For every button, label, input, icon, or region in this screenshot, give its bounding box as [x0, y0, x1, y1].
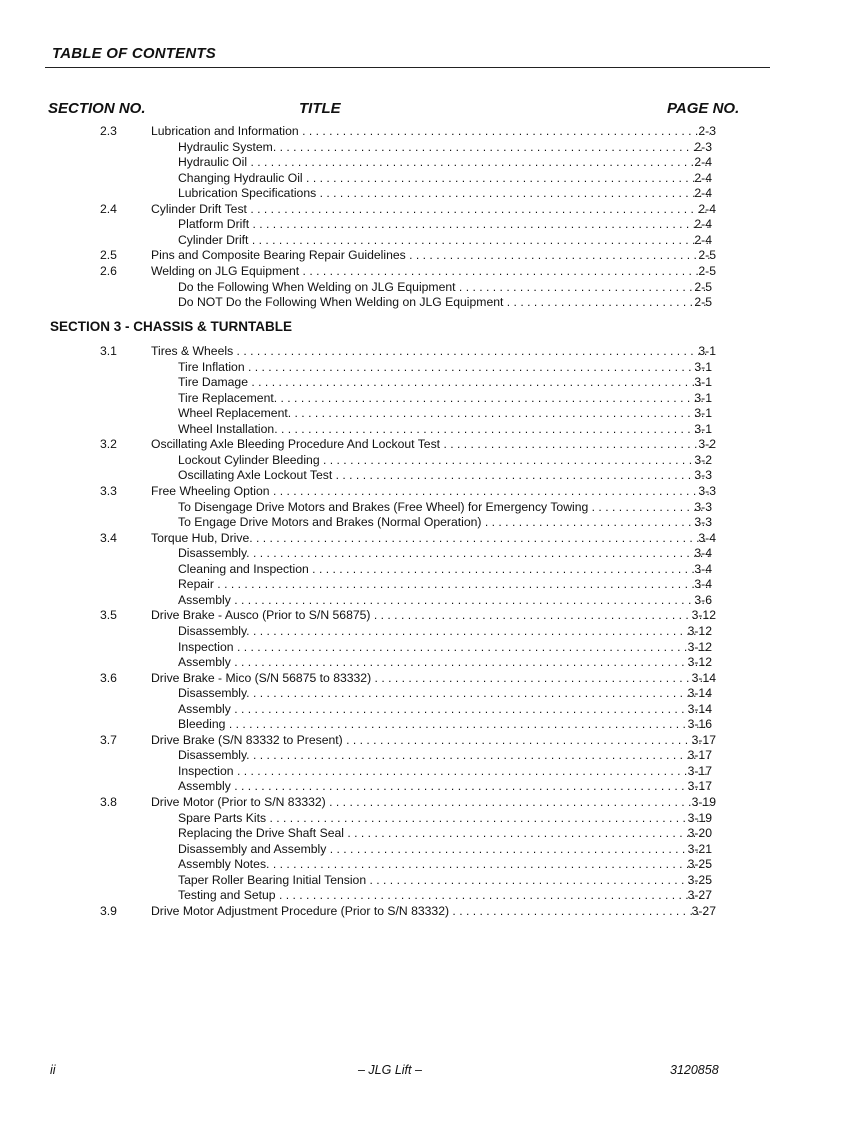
toc-entry-title: Lubrication Specifications [178, 186, 317, 201]
toc-entry-title: Drive Brake - Mico (S/N 56875 to 83332) [151, 670, 372, 685]
toc-entry-title: Oscillating Axle Lockout Test [178, 468, 333, 483]
toc-page-number: 3-25 [687, 857, 712, 872]
footer-page-number: ii [50, 1063, 56, 1077]
toc-leader [151, 733, 710, 748]
toc-page-number: 3-17 [687, 748, 712, 763]
toc-section-number: 3.4 [100, 530, 117, 545]
toc-section-number: 3.9 [100, 903, 117, 918]
toc-page-number: 3-1 [694, 406, 712, 421]
toc-page-number: 3-3 [694, 468, 712, 483]
toc-entry [0, 608, 866, 623]
toc-leader [151, 904, 710, 919]
toc-leader [178, 764, 710, 779]
toc-leader [178, 295, 710, 310]
toc-leader [178, 515, 710, 530]
toc-page-number: 3-3 [698, 484, 716, 498]
toc-entry [0, 437, 866, 452]
toc-page-number: 2-5 [694, 295, 712, 310]
toc-subentry [0, 171, 866, 186]
toc-leader [151, 531, 710, 546]
toc-page-number: 3-12 [687, 623, 712, 638]
toc-leader [178, 468, 710, 483]
toc-leader [151, 124, 710, 139]
toc-entry-title: Tire Damage [178, 375, 248, 390]
toc-page-number: 2-4 [694, 232, 712, 247]
toc-page-number: 2-5 [698, 264, 716, 278]
toc-page-number: 3-1 [694, 390, 712, 405]
toc-leader [178, 873, 710, 888]
toc-subentry [0, 764, 866, 779]
toc-page-number: 3-4 [694, 561, 712, 576]
toc-section-number: 3.7 [100, 732, 117, 747]
toc-leader [151, 202, 710, 217]
toc-leader [151, 795, 710, 810]
toc-leader [178, 811, 710, 826]
toc-leader [178, 842, 710, 857]
toc-leader [151, 248, 710, 263]
toc-entry-title: Platform Drift [178, 217, 250, 232]
toc-entry-title: Drive Motor Adjustment Procedure (Prior to S/N 83332) [151, 903, 450, 918]
toc-subentry [0, 295, 866, 310]
toc-entry-title: To Engage Drive Motors and Brakes (Normal Operation) [178, 515, 482, 529]
toc-leader [151, 671, 710, 686]
toc-leader [178, 857, 710, 872]
toc-leader [178, 702, 710, 717]
toc-subentry [0, 826, 866, 841]
toc-leader [178, 826, 710, 841]
toc-page-number: 3-4 [694, 577, 712, 592]
toc-subentry [0, 888, 866, 903]
toc-entry-title: Tires & Wheels [151, 344, 234, 358]
column-header-section: SECTION NO. [48, 100, 146, 117]
toc-leader [178, 593, 710, 608]
toc-entry-title: Assembly Notes. [178, 857, 270, 872]
toc-page-number: 3-3 [694, 515, 712, 529]
toc-entry-title: Disassembly. [178, 686, 250, 701]
toc-section-number: 3.6 [100, 670, 117, 685]
toc-leader [178, 422, 710, 437]
toc-entry-title: Assembly [178, 701, 231, 716]
section-3-heading: SECTION 3 - CHASSIS & TURNTABLE [50, 319, 293, 334]
page-title: TABLE OF CONTENTS [52, 45, 216, 62]
toc-entry [0, 344, 866, 359]
footer-doc-id: 3120858 [670, 1063, 719, 1077]
toc-leader [178, 391, 710, 406]
toc-entry-title: Oscillating Axle Bleeding Procedure And Lockout Test [151, 437, 441, 452]
toc-entry [0, 795, 866, 810]
toc-subentry [0, 857, 866, 872]
toc-leader [178, 888, 710, 903]
toc-leader [178, 717, 710, 732]
toc-entry-title: Disassembly. [178, 623, 250, 638]
toc-entry-title: Drive Motor (Prior to S/N 83332) [151, 795, 326, 809]
toc-subentry [0, 779, 866, 794]
toc-subentry [0, 577, 866, 592]
toc-page-number: 3-17 [687, 763, 712, 778]
toc-page-number: 2-4 [698, 201, 716, 216]
toc-subentry [0, 748, 866, 763]
toc-leader [178, 360, 710, 375]
toc-entry-title: Drive Brake - Ausco (Prior to S/N 56875) [151, 608, 371, 623]
toc-page-number: 3-14 [687, 686, 712, 701]
toc-entry-title: Taper Roller Bearing Initial Tension [178, 872, 367, 887]
toc-entry-title: Disassembly and Assembly [178, 841, 327, 856]
toc-page-number: 3-25 [687, 872, 712, 887]
toc-subentry [0, 500, 866, 515]
toc-entry [0, 248, 866, 263]
toc-subentry [0, 360, 866, 375]
toc-section-number: 3.5 [100, 608, 117, 623]
toc-page-number: 2-4 [694, 170, 712, 185]
toc-page-number: 3-12 [687, 655, 712, 669]
toc-leader [178, 375, 710, 390]
toc-page-number: 3-4 [694, 546, 712, 561]
toc-entry-title: Welding on JLG Equipment [151, 264, 300, 278]
toc-leader [151, 264, 710, 279]
toc-subentry [0, 686, 866, 701]
toc-page-number: 3-3 [694, 499, 712, 514]
toc-page-number: 3-16 [687, 717, 712, 732]
toc-entry-title: Cylinder Drift [178, 232, 249, 247]
toc-page-number: 2-3 [694, 139, 712, 154]
toc-page-number: 3-17 [687, 779, 712, 794]
toc-leader [178, 500, 710, 515]
toc-entry-title: Assembly [178, 592, 231, 607]
toc-leader [178, 140, 710, 155]
toc-entry-title: Spare Parts Kits [178, 810, 267, 825]
toc-page-number: 3-19 [687, 810, 712, 825]
toc-leader [178, 546, 710, 561]
toc-entry [0, 202, 866, 217]
toc-entry-title: Disassembly. [178, 546, 250, 561]
toc-entry [0, 904, 866, 919]
toc-subentry [0, 140, 866, 155]
toc-page-number: 3-12 [691, 608, 716, 623]
column-header-title: TITLE [299, 100, 341, 117]
toc-page-number: 3-19 [691, 795, 716, 809]
toc-entry-title: Bleeding [178, 717, 226, 732]
toc-section-number: 3.2 [100, 437, 117, 452]
column-header-page: PAGE NO. [667, 100, 740, 117]
toc-page-number: 3-1 [694, 359, 712, 374]
toc-leader [178, 686, 710, 701]
toc-leader [151, 608, 710, 623]
toc-leader [178, 640, 710, 655]
toc-entry-title: Do NOT Do the Following When Welding on JLG Equipment [178, 295, 504, 310]
toc-page-number: 3-14 [687, 701, 712, 716]
toc-subentry [0, 217, 866, 232]
toc-entry-title: Lockout Cylinder Bleeding [178, 452, 320, 467]
toc-section-number: 2.4 [100, 201, 117, 216]
toc-entry-title: Free Wheeling Option [151, 484, 270, 498]
toc-subentry [0, 453, 866, 468]
toc-leader [178, 577, 710, 592]
toc-page-number: 3-20 [687, 826, 712, 840]
toc-leader [178, 655, 710, 670]
toc-entry-title: Tire Replacement. [178, 390, 278, 405]
toc-subentry [0, 422, 866, 437]
toc-page-number: 3-2 [698, 437, 716, 452]
toc-entry-title: To Disengage Drive Motors and Brakes (Free Wheel) for Emergency Towing [178, 499, 589, 514]
toc-leader [178, 624, 710, 639]
toc-entry-title: Cleaning and Inspection [178, 561, 309, 576]
toc-entry-title: Assembly [178, 779, 231, 794]
toc-subentry [0, 406, 866, 421]
toc-entry-title: Do the Following When Welding on JLG Equipment [178, 279, 456, 294]
toc-page-number: 3-21 [687, 841, 712, 856]
toc-entry-title: Lubrication and Information [151, 124, 299, 138]
toc-entry-title: Pins and Composite Bearing Repair Guidelines [151, 248, 406, 263]
toc-entry-title: Wheel Installation. [178, 421, 278, 436]
toc-page-number: 3-27 [687, 888, 712, 903]
toc-page-number: 2-5 [698, 248, 716, 263]
toc-leader [178, 748, 710, 763]
toc-entry-title: Cylinder Drift Test [151, 201, 247, 216]
toc-subentry [0, 515, 866, 530]
toc-entry [0, 124, 866, 139]
toc-page-number: 2-4 [694, 186, 712, 201]
toc-page-number: 3-12 [687, 639, 712, 654]
toc-subentry [0, 811, 866, 826]
toc-entry-title: Changing Hydraulic Oil [178, 170, 303, 185]
toc-subentry [0, 468, 866, 483]
toc-leader [178, 171, 710, 186]
toc-leader [178, 217, 710, 232]
toc-entry-title: Assembly [178, 655, 231, 669]
toc-page-number: 3-1 [694, 421, 712, 436]
toc-leader [178, 186, 710, 201]
toc-subentry [0, 546, 866, 561]
toc-subentry [0, 233, 866, 248]
toc-subentry [0, 562, 866, 577]
toc-leader [178, 779, 710, 794]
toc-leader [151, 344, 710, 359]
toc-subentry [0, 280, 866, 295]
toc-page-number: 2-5 [694, 279, 712, 294]
toc-entry-title: Inspection [178, 639, 234, 654]
toc-page-number: 3-17 [691, 732, 716, 747]
toc-subentry [0, 391, 866, 406]
toc-leader [178, 233, 710, 248]
toc-entry-title: Disassembly. [178, 748, 250, 763]
toc-subentry [0, 717, 866, 732]
toc-entry-title: Hydraulic Oil [178, 155, 248, 170]
toc-subentry [0, 155, 866, 170]
toc-entry-title: Repair [178, 577, 214, 592]
toc-entry-title: Hydraulic System. [178, 139, 277, 154]
toc-entry [0, 733, 866, 748]
toc-leader [178, 155, 710, 170]
toc-section-number: 3.1 [100, 344, 117, 358]
toc-subentry [0, 842, 866, 857]
toc-subentry [0, 655, 866, 670]
toc-page-number: 3-14 [691, 670, 716, 685]
toc-subentry [0, 624, 866, 639]
toc-subentry [0, 593, 866, 608]
toc-section-number: 3.3 [100, 484, 117, 498]
toc-entry-title: Replacing the Drive Shaft Seal [178, 826, 344, 840]
toc-subentry [0, 375, 866, 390]
toc-entry-title: Inspection [178, 763, 234, 778]
toc-entry-title: Wheel Replacement. [178, 406, 292, 421]
toc-subentry [0, 702, 866, 717]
toc-entry [0, 484, 866, 499]
toc-leader [178, 406, 710, 421]
toc-subentry [0, 186, 866, 201]
toc-subentry [0, 873, 866, 888]
toc-page-number: 3-4 [698, 530, 716, 545]
toc-page-number: 2-3 [698, 124, 716, 138]
toc-entry-title: Testing and Setup [178, 888, 276, 903]
toc-entry [0, 264, 866, 279]
toc-page-number: 2-4 [694, 155, 712, 170]
toc-section-number: 2.6 [100, 264, 117, 278]
toc-leader [178, 453, 710, 468]
toc-page-number: 2-4 [694, 217, 712, 232]
toc-entry-title: Tire Inflation [178, 359, 245, 374]
toc-leader [151, 437, 710, 452]
toc-section-number: 2.3 [100, 124, 117, 138]
toc-leader [178, 562, 710, 577]
footer-center-text: – JLG Lift – [358, 1063, 422, 1077]
toc-entry [0, 531, 866, 546]
toc-leader [178, 280, 710, 295]
toc-section-number: 2.5 [100, 248, 117, 263]
toc-entry [0, 671, 866, 686]
toc-page-number: 3-27 [691, 903, 716, 918]
toc-page-number: 3-6 [694, 592, 712, 607]
toc-page-number: 3-2 [694, 452, 712, 467]
toc-page-number: 3-1 [698, 344, 716, 358]
toc-page-number: 3-1 [694, 375, 712, 390]
toc-entry-title: Drive Brake (S/N 83332 to Present) [151, 732, 343, 747]
toc-entry-title: Torque Hub, Drive. [151, 530, 253, 545]
toc-subentry [0, 640, 866, 655]
toc-section-number: 3.8 [100, 795, 117, 809]
toc-leader [151, 484, 710, 499]
